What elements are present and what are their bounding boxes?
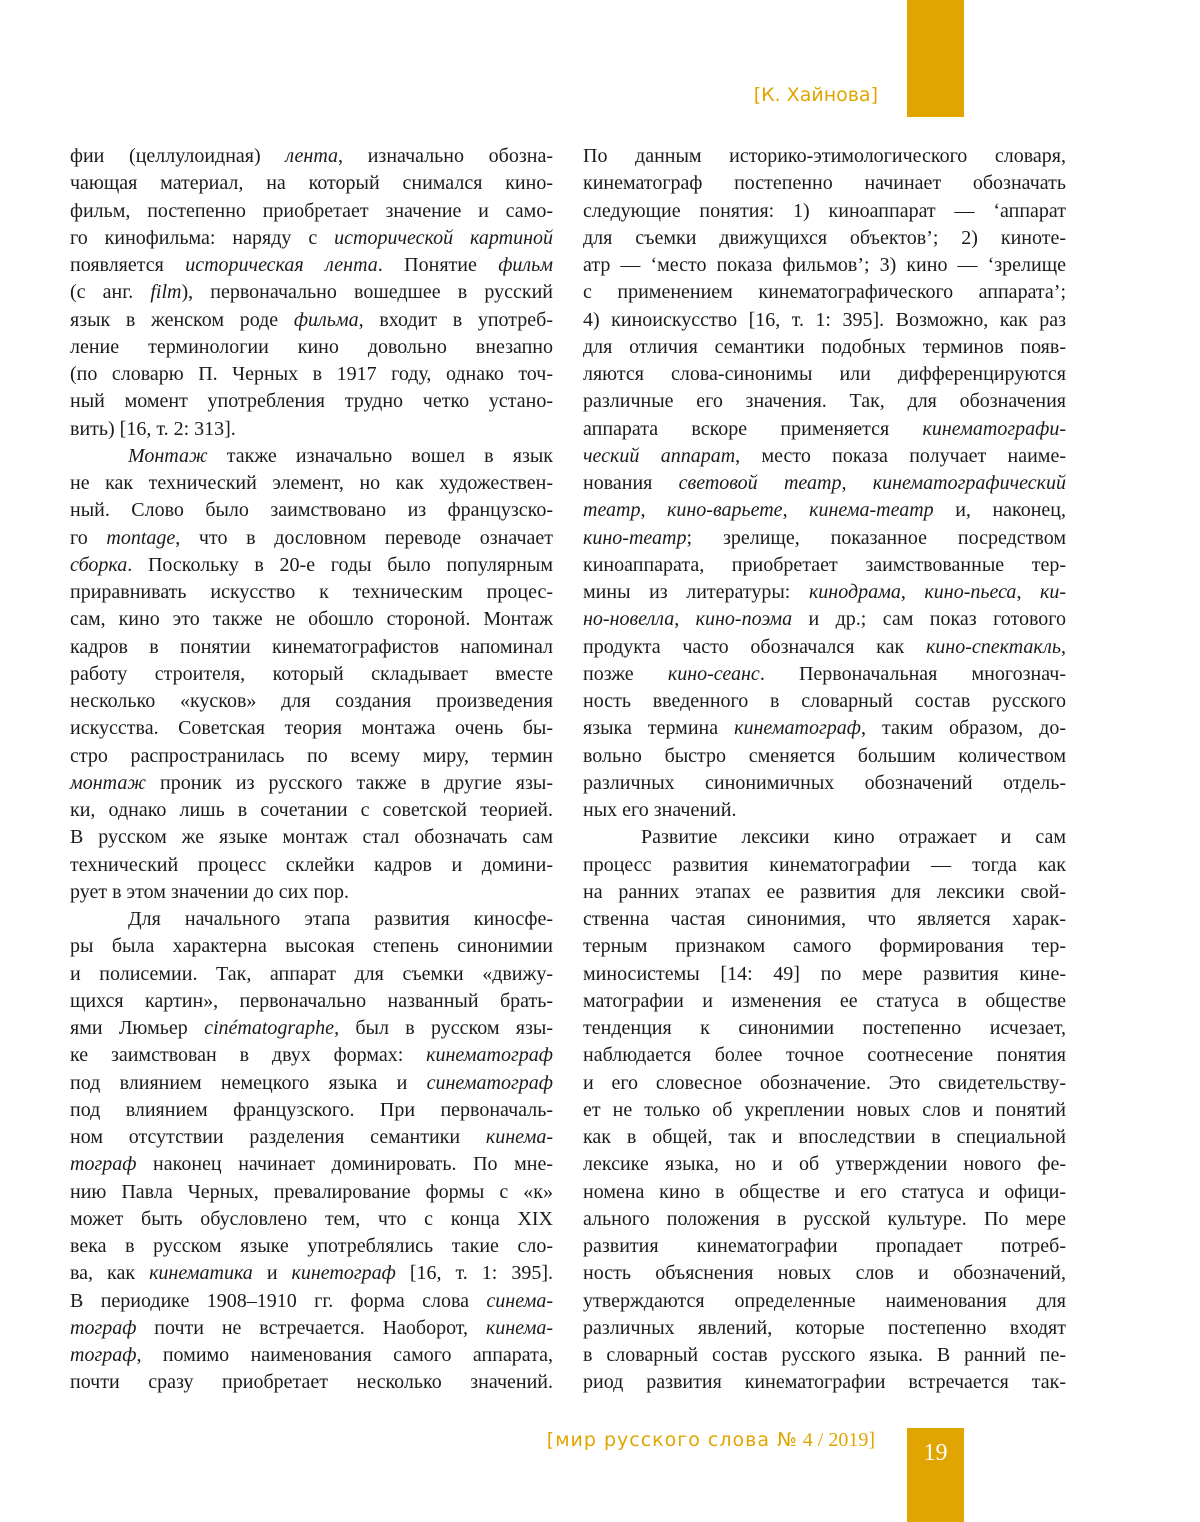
- text-run: . Понятие: [377, 254, 499, 276]
- text-line: [70, 770, 553, 797]
- text-line: [70, 879, 553, 906]
- text-line: [583, 961, 1066, 988]
- text-run: почти не встречается. Наоборот,: [136, 1316, 486, 1339]
- text-line: [583, 715, 1066, 742]
- italic-term: монтаж: [70, 771, 146, 794]
- text-line: [583, 1260, 1066, 1287]
- text-line: [583, 1315, 1066, 1342]
- text-line: [70, 634, 553, 661]
- text-line: [583, 525, 1066, 552]
- text-run: под влиянием французского. При первоначаль-: [70, 1098, 553, 1121]
- text-line: [583, 388, 1066, 415]
- text-line: [583, 1206, 1066, 1233]
- text-run: почти сразу приобретает несколько значений.: [70, 1371, 553, 1394]
- text-run: ями Люмьер: [70, 1017, 205, 1039]
- text-line: [70, 988, 553, 1015]
- text-run: ,: [1061, 635, 1066, 658]
- text-run: и, наконец,: [933, 499, 1067, 522]
- italic-term: тограф: [70, 1153, 137, 1176]
- text-run: ,: [841, 472, 873, 494]
- text-line: [583, 743, 1066, 770]
- text-line: [583, 988, 1066, 1015]
- text-line: [583, 252, 1066, 279]
- text-line: [70, 1042, 553, 1069]
- text-run: для отличия семантики подобных терминов появ-: [583, 335, 1066, 358]
- italic-term: фильма: [293, 308, 359, 331]
- text-line: [583, 1070, 1066, 1097]
- text-run: (по словарю П. Черных в 1917 году, однако точ-: [70, 363, 553, 385]
- text-run: риод развития кинематографии встречается так-: [583, 1371, 1066, 1394]
- text-line: [70, 334, 553, 361]
- text-run: наблюдается более точное соотнесение понятия: [583, 1044, 1066, 1067]
- text-line: [70, 143, 553, 170]
- text-run: ,: [1016, 581, 1041, 603]
- text-line: [583, 906, 1066, 933]
- text-line: [70, 661, 553, 688]
- text-line: [70, 279, 553, 306]
- text-line: [583, 933, 1066, 960]
- text-run: [16, т. 1: 395].: [395, 1262, 553, 1285]
- text-run: терным признаком самого формирования тер-: [583, 935, 1066, 958]
- italic-term: световой театр: [678, 472, 842, 494]
- text-line: [70, 797, 553, 824]
- text-run: Для начального этапа развития киносфе-: [128, 908, 553, 930]
- text-line: [70, 1315, 553, 1342]
- text-run: может быть обусловлено тем, что с конца XIX: [70, 1207, 553, 1230]
- text-line: [70, 961, 553, 988]
- text-run: следующие понятия: 1) киноаппарат — ‘аппарат: [583, 199, 1066, 222]
- text-line: [70, 606, 553, 633]
- italic-term: синематограф: [426, 1071, 553, 1094]
- text-line: [70, 715, 553, 742]
- text-run: ке заимствован в двух формах:: [70, 1044, 427, 1067]
- text-run: ; зрелище, показанное посредством: [686, 526, 1066, 549]
- text-run: . Первоначальная многознач-: [759, 662, 1066, 685]
- italic-term: кинема-: [485, 1126, 553, 1148]
- italic-term: театр: [583, 499, 641, 522]
- text-line: [583, 1151, 1066, 1178]
- italic-term: кинематика: [149, 1262, 253, 1285]
- italic-term: кино-спектакль: [925, 635, 1061, 658]
- text-line: [583, 170, 1066, 197]
- text-line: [583, 225, 1066, 252]
- italic-term: кинематографический: [872, 472, 1066, 494]
- text-run: , был в русском язы-: [334, 1017, 553, 1039]
- text-line: [583, 824, 1066, 851]
- text-run: ность объяснения новых слов и обозначений,: [583, 1262, 1066, 1285]
- journal-name: [мир русского слова №: [546, 1429, 798, 1451]
- text-run: развития кинематографии пропадает потреб-: [583, 1235, 1066, 1257]
- text-line: [70, 1342, 553, 1369]
- text-line: [70, 743, 553, 770]
- text-run: матографии и изменения ее статуса в обществе: [583, 989, 1066, 1012]
- text-line: [583, 552, 1066, 579]
- text-run: появляется: [70, 254, 186, 276]
- text-run: (с анг.: [70, 281, 151, 304]
- text-line: [70, 170, 553, 197]
- text-run: 4) киноискусство [16, т. 1: 395]. Возможно, как раз: [583, 308, 1066, 331]
- text-run: нования: [583, 472, 679, 494]
- text-run: вольно быстро сменяется большим количеством: [583, 744, 1066, 767]
- text-run: Развитие лексики кино отражает и сам: [641, 826, 1066, 849]
- text-run: ,: [782, 499, 810, 522]
- text-run: также изначально вошел в язык: [207, 444, 553, 467]
- text-line: [583, 688, 1066, 715]
- text-run: чающая материал, на который снимался кино-: [70, 172, 553, 195]
- text-run: лексике языка, но и об утверждении нового фе-: [583, 1153, 1066, 1176]
- italic-term: кино-сеанс: [667, 662, 760, 685]
- text-run: ,: [900, 581, 925, 603]
- text-run: вить) [16, т. 2: 313].: [70, 417, 236, 440]
- text-run: ных его значений.: [583, 799, 737, 821]
- italic-term: тограф: [70, 1316, 137, 1339]
- text-run: различных явлений, которые постепенно входят: [583, 1316, 1066, 1339]
- text-run: и его словесное обозначение. Это свидетельству-: [583, 1071, 1066, 1094]
- text-run: щихся картин», первоначально названный брать-: [70, 989, 553, 1012]
- text-line: [70, 852, 553, 879]
- text-line: [70, 688, 553, 715]
- text-run: ва, как: [70, 1262, 150, 1285]
- text-run: рует в этом значении до сих пор.: [70, 880, 350, 903]
- text-run: продукта часто обозначался как: [583, 635, 926, 658]
- text-run: утверждаются определенные наименования для: [583, 1289, 1066, 1312]
- text-line: [70, 1369, 553, 1396]
- text-line: [70, 1260, 553, 1287]
- text-run: для съемки движущихся объектов’; 2) киноте-: [583, 226, 1066, 249]
- text-line: [583, 1233, 1066, 1260]
- text-line: [70, 361, 553, 388]
- text-line: [583, 143, 1066, 170]
- text-run: мины из литературы:: [583, 581, 809, 603]
- text-run: с применением кинематографического аппарата’;: [583, 281, 1066, 304]
- text-line: [70, 1179, 553, 1206]
- italic-term: историческая лента: [185, 254, 378, 276]
- text-run: работу строителя, который складывает вместе: [70, 662, 553, 685]
- text-run: миносистемы [14: 49] по мере развития кине-: [583, 962, 1066, 985]
- text-run: и др.; сам показ готового: [792, 608, 1066, 631]
- text-run: ном отсутствии разделения семантики: [70, 1126, 486, 1148]
- text-run: В периодике 1908–1910 гг. форма слова: [70, 1289, 487, 1312]
- italic-term: фильм: [498, 254, 554, 276]
- text-run: проник из русского также в другие язы-: [145, 771, 553, 794]
- text-run: различных синонимичных обозначений отдель-: [583, 771, 1066, 794]
- text-run: ный. Слово было заимствовано из французско-: [70, 499, 553, 522]
- text-run: ального положения в русской культуре. По мере: [583, 1207, 1066, 1230]
- italic-term: но-новелла: [583, 608, 675, 631]
- text-run: ет не только об укреплении новых слов и понятий: [583, 1098, 1066, 1121]
- text-run: киноаппарата, приобретает заимствованные тер-: [583, 553, 1066, 576]
- text-run: В русском же языке монтаж стал обозначать сам: [70, 826, 553, 849]
- text-line: [583, 279, 1066, 306]
- italic-term: тограф: [70, 1344, 137, 1366]
- italic-term: лента: [285, 145, 339, 167]
- text-line: [70, 1070, 553, 1097]
- text-line: [583, 770, 1066, 797]
- italic-term: кинема-: [485, 1316, 553, 1339]
- text-run: позже: [583, 662, 668, 685]
- text-line: [583, 579, 1066, 606]
- italic-term: кино-театр: [583, 526, 687, 549]
- italic-term: кино-поэма: [695, 608, 793, 631]
- header-accent-bar: [907, 0, 964, 117]
- italic-term: сборка: [70, 553, 128, 576]
- text-line: [70, 1233, 553, 1260]
- text-line: [583, 307, 1066, 334]
- text-line: [583, 606, 1066, 633]
- text-line: [70, 525, 553, 552]
- text-run: атр — ‘место показа фильмов’; 3) кино — ‘зрелище: [583, 254, 1066, 276]
- text-run: приравнивать искусство к техническим процес-: [70, 581, 553, 603]
- text-run: технический процесс склейки кадров и домини-: [70, 853, 553, 876]
- text-column-left: [70, 143, 553, 1397]
- text-line: [70, 1151, 553, 1178]
- text-line: [70, 416, 553, 443]
- text-run: фии (целлулоидная): [70, 145, 286, 167]
- text-line: [583, 470, 1066, 497]
- running-head-author: [К. Хайнова]: [753, 84, 878, 106]
- text-line: [70, 1124, 553, 1151]
- text-line: [583, 443, 1066, 470]
- text-run: ), первоначально вошедшее в русский: [181, 281, 553, 304]
- text-run: , место показа получает наиме-: [735, 444, 1066, 467]
- italic-term: film: [150, 281, 182, 304]
- text-run: ный момент употребления трудно четко устано-: [70, 390, 553, 413]
- text-run: ление терминологии кино довольно внезапно: [70, 335, 553, 358]
- text-line: [70, 497, 553, 524]
- text-run: наконец начинает доминировать. По мне-: [136, 1153, 553, 1176]
- text-run: ственна частая синонимия, что является харак-: [583, 908, 1066, 930]
- italic-term: исторической картиной: [334, 226, 553, 249]
- text-line: [583, 1288, 1066, 1315]
- text-run: кинематограф постепенно начинает обозначать: [583, 172, 1066, 195]
- text-line: [70, 933, 553, 960]
- italic-term: кинематограф: [426, 1044, 553, 1067]
- text-line: [70, 225, 553, 252]
- text-run: ность введенного в словарный состав русского: [583, 690, 1066, 712]
- text-run: не как технический элемент, но как художествен-: [70, 472, 553, 494]
- text-run: ки, однако лишь в сочетании с советской теорией.: [70, 799, 553, 821]
- text-run: сам, кино это также не обошло стороной. Монтаж: [70, 608, 553, 631]
- text-line: [70, 198, 553, 225]
- text-run: , помимо наименования самого аппарата,: [136, 1344, 553, 1366]
- text-line: [70, 388, 553, 415]
- italic-term: синема-: [486, 1289, 553, 1312]
- text-line: [583, 198, 1066, 225]
- text-run: , что в дословном переводе означает: [175, 526, 553, 549]
- text-line: [583, 1124, 1066, 1151]
- text-run: ры была характерна высокая степень синонимии: [70, 935, 553, 958]
- text-run: процесс развития кинематографии — тогда как: [583, 853, 1066, 876]
- text-run: аппарата вскоре применяется: [583, 417, 923, 440]
- text-run: несколько «кусков» для создания произведения: [70, 690, 553, 712]
- footer-journal-title: [547, 1429, 875, 1452]
- text-run: . Поскольку в 20-е годы было популярным: [127, 553, 553, 576]
- text-run: го кинофильма: наряду с: [70, 226, 335, 249]
- text-line: [583, 497, 1066, 524]
- page-number: 19: [923, 1440, 948, 1466]
- text-run: языка термина: [583, 717, 735, 740]
- text-line: [70, 1015, 553, 1042]
- text-line: [583, 1097, 1066, 1124]
- text-line: [583, 1369, 1066, 1396]
- text-run: и полисемии. Так, аппарат для съемки «движу-: [70, 962, 553, 985]
- text-line: [583, 634, 1066, 661]
- text-run: века в русском языке употреблялись такие сло-: [70, 1235, 553, 1257]
- text-line: [70, 1206, 553, 1233]
- italic-term: кинетограф: [291, 1262, 396, 1285]
- text-line: [70, 552, 553, 579]
- text-run: , изначально обозна-: [338, 145, 553, 167]
- text-run: , таким образом, до-: [861, 717, 1066, 740]
- italic-term: кинематограф: [734, 717, 862, 740]
- text-line: [583, 797, 1066, 824]
- italic-term: кинематографи-: [922, 417, 1066, 440]
- text-run: в словарный состав русского языка. В ранний пе-: [583, 1344, 1066, 1366]
- text-run: под влиянием немецкого языка и: [70, 1071, 427, 1094]
- text-run: фильм, постепенно приобретает значение и само-: [70, 199, 553, 222]
- text-line: [70, 307, 553, 334]
- text-line: [70, 443, 553, 470]
- text-run: По данным историко-этимологического словаря,: [583, 145, 1066, 167]
- italic-term: Монтаж: [128, 444, 208, 467]
- text-run: номена кино в обществе и его статуса и офици-: [583, 1180, 1066, 1203]
- italic-term: кино-варьете: [667, 499, 783, 522]
- text-run: нию Павла Черных, превалирование формы с «к»: [70, 1180, 553, 1203]
- text-line: [583, 1179, 1066, 1206]
- text-run: ,: [640, 499, 668, 522]
- italic-term: кинема-театр: [809, 499, 934, 522]
- text-run: , входит в употреб-: [358, 308, 553, 331]
- text-run: различные его значения. Так, для обозначения: [583, 390, 1066, 413]
- text-run: го: [70, 526, 107, 549]
- text-run: ляются слова-синонимы или дифференцируются: [583, 363, 1066, 385]
- text-run: как в общей, так и впоследствии в специальной: [583, 1126, 1066, 1148]
- text-line: [70, 906, 553, 933]
- text-line: [70, 579, 553, 606]
- text-line: [583, 661, 1066, 688]
- text-line: [583, 1015, 1066, 1042]
- italic-term: cinématographe: [204, 1017, 335, 1039]
- text-run: кадров в понятии кинематографистов напоминал: [70, 635, 553, 658]
- text-line: [583, 879, 1066, 906]
- italic-term: ки-: [1040, 581, 1067, 603]
- text-run: тенденция к синонимии постепенно исчезает,: [583, 1017, 1066, 1039]
- text-line: [70, 824, 553, 851]
- text-line: [583, 852, 1066, 879]
- text-run: ,: [674, 608, 696, 631]
- text-line: [583, 1042, 1066, 1069]
- text-line: [70, 1097, 553, 1124]
- italic-term: кино-пьеса: [924, 581, 1017, 603]
- text-line: [70, 1288, 553, 1315]
- text-line: [583, 1342, 1066, 1369]
- text-line: [70, 470, 553, 497]
- text-run: стро распространилась по всему миру, термин: [70, 744, 553, 767]
- text-line: [583, 416, 1066, 443]
- text-line: [70, 252, 553, 279]
- text-line: [583, 361, 1066, 388]
- journal-issue: 4 / 2019]: [797, 1429, 875, 1451]
- text-run: язык в женском роде: [70, 308, 294, 331]
- italic-term: кинодрама: [808, 581, 901, 603]
- text-run: и: [252, 1262, 292, 1285]
- italic-term: montage: [106, 526, 176, 549]
- text-line: [583, 334, 1066, 361]
- text-column-right: [583, 143, 1066, 1397]
- italic-term: ческий аппарат: [583, 444, 736, 467]
- text-run: на ранних этапах ее развития для лексики свой-: [583, 880, 1066, 903]
- text-run: искусства. Советская теория монтажа очень бы-: [70, 717, 553, 740]
